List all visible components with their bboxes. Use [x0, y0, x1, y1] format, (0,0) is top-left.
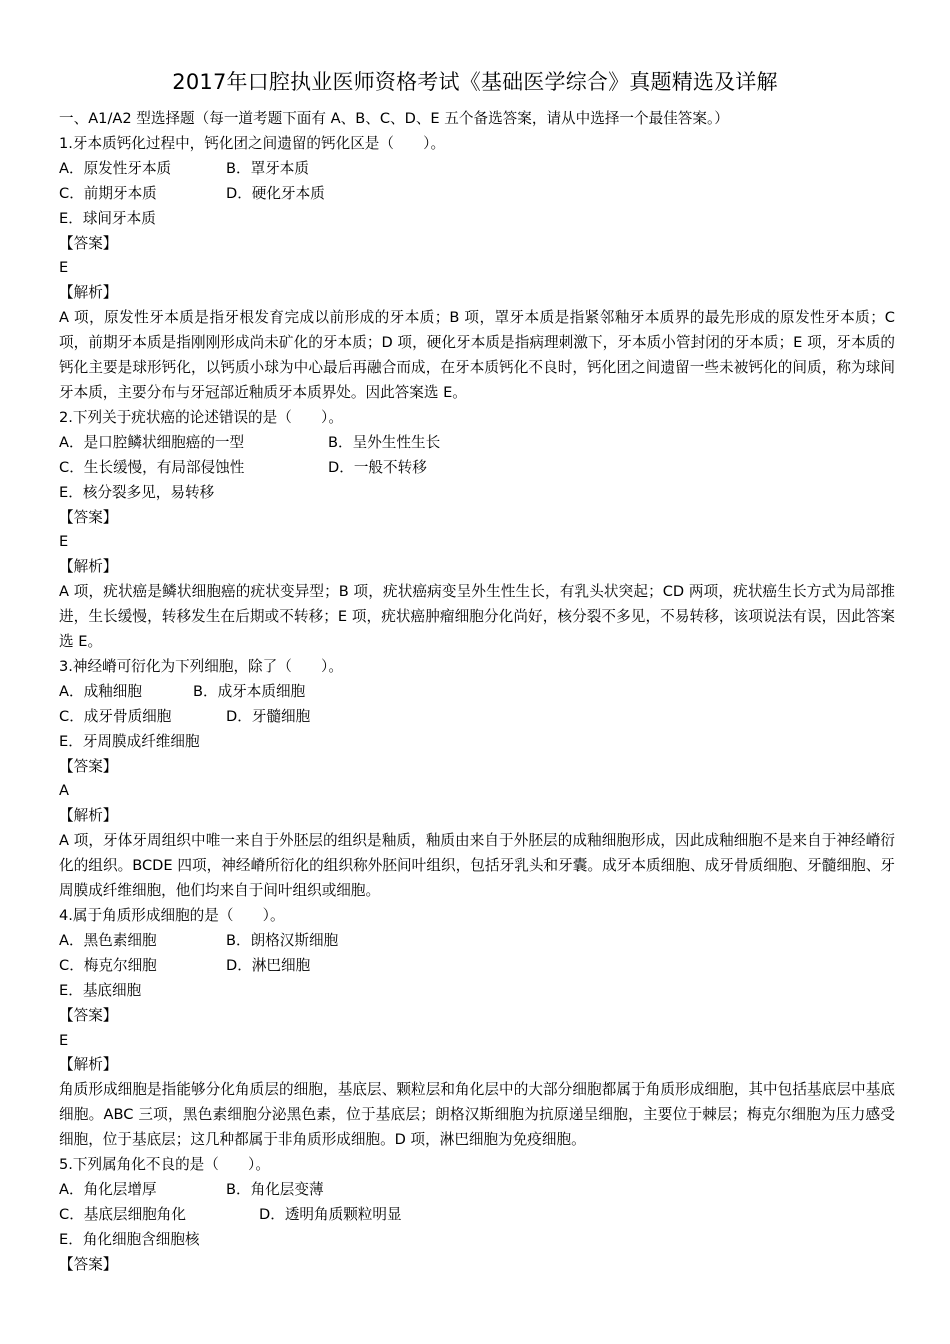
answer-label: 【答案】: [59, 234, 118, 252]
answer-label: 【答案】: [59, 1255, 118, 1273]
analysis-label: 【解析】: [59, 284, 118, 302]
option-d: D．透明角质颗粒明显: [259, 1205, 402, 1223]
analysis-label: 【解析】: [59, 1056, 118, 1074]
option-row: [59, 1178, 895, 1203]
option-row: [59, 1203, 895, 1228]
option-e: E．牙周膜成纤维细胞: [59, 732, 200, 750]
answer-label: 【答案】: [59, 1006, 118, 1024]
option-d: D．一般不转移: [328, 458, 427, 476]
option-c: C．前期牙本质: [59, 184, 157, 202]
option-b: B．朗格汉斯细胞: [226, 931, 339, 949]
question-stem-1: 1.牙本质钙化过程中，钙化团之间遗留的钙化区是（ ）。: [59, 134, 446, 152]
option-a: A．是口腔鳞状细胞癌的一型: [59, 433, 245, 451]
question-stem-5: 5.下列属角化不良的是（ ）。: [59, 1156, 270, 1174]
option-row: [59, 954, 895, 979]
option-row: [59, 456, 895, 481]
answer-value: E: [59, 259, 69, 277]
answer-label: 【答案】: [59, 757, 118, 775]
option-row: [59, 680, 895, 705]
option-b: B．角化层变薄: [226, 1180, 324, 1198]
analysis-text: 角质形成细胞是指能够分化角质层的细胞，基底层、颗粒层和角化层中的大部分细胞都属于角质形成细胞，其中包括基底层中基底细胞。ABC 三项，黑色素细胞分泌黑色素，位于基底层；朗格汉斯细胞为抗原递呈细胞，主要位于棘层；梅克尔细胞为压力感受细胞，位于基底层；这几种都属于非角质形成细胞。D 项，淋巴细胞为免疫细胞。: [59, 1081, 895, 1149]
option-e: E．基底细胞: [59, 981, 142, 999]
analysis-label: 【解析】: [59, 807, 118, 825]
answer-value: E: [59, 533, 69, 551]
option-a: A．角化层增厚: [59, 1180, 157, 1198]
question-stem-2: 2.下列关于疣状癌的论述错误的是（ ）。: [59, 408, 343, 426]
answer-value: A: [59, 782, 69, 800]
answer-value: E: [59, 1031, 69, 1049]
analysis-label: 【解析】: [59, 558, 118, 576]
option-b: B．成牙本质细胞: [193, 682, 306, 700]
option-e: E．核分裂多见，易转移: [59, 483, 215, 501]
question-stem-4: 4.属于角质形成细胞的是（ ）。: [59, 907, 285, 924]
document-body: [59, 107, 895, 1278]
option-row: [59, 705, 895, 730]
option-row: [59, 431, 895, 456]
option-d: D．牙髓细胞: [226, 707, 311, 725]
analysis-text: A 项，牙体牙周组织中唯一来自于外胚层的组织是釉质，釉质由来自于外胚层的成釉细胞形成，因此成釉细胞不是来自于神经嵴衍化的组织。BCDE 四项，神经嵴所衍化的组织称外胚间叶组织，包括牙乳头和牙囊。成牙本质细胞、成牙骨质细胞、牙髓细胞、牙周膜成纤维细胞，他们均来自于间叶组织或细胞。: [59, 832, 895, 900]
option-a: A．成釉细胞: [59, 682, 142, 700]
question-stem-3: 3.神经嵴可衍化为下列细胞，除了（ ）。: [59, 657, 343, 675]
option-row: [59, 929, 895, 954]
document-title: 2017年口腔执业医师资格考试《基础医学综合》真题精选及详解: [172, 70, 778, 94]
option-row: [59, 157, 895, 182]
section-header: 一、A1/A2 型选择题（每一道考题下面有 A、B、C、D、E 五个备选答案，请从中选择一个最佳答案。）: [59, 110, 729, 127]
option-e: E．球间牙本质: [59, 209, 156, 227]
option-a: A．原发性牙本质: [59, 159, 172, 177]
option-e: E．角化细胞含细胞核: [59, 1230, 200, 1248]
option-d: D．硬化牙本质: [226, 184, 325, 202]
option-b: B．呈外生性生长: [328, 433, 441, 451]
answer-label: 【答案】: [59, 508, 118, 526]
option-c: C．基底层细胞角化: [59, 1205, 186, 1223]
option-d: D．淋巴细胞: [226, 956, 311, 974]
option-c: C．成牙骨质细胞: [59, 707, 172, 725]
option-row: [59, 182, 895, 207]
option-c: C．生长缓慢，有局部侵蚀性: [59, 458, 245, 476]
option-b: B．罩牙本质: [226, 159, 309, 177]
analysis-text: A 项，原发性牙本质是指牙根发育完成以前形成的牙本质；B 项，罩牙本质是指紧邻釉牙本质界的最先形成的原发性牙本质；C 项，前期牙本质是指刚刚形成尚未矿化的牙本质；D 项，硬化牙本质是指病理刺激下，牙本质小管封闭的牙本质；E 项，牙本质的钙化主要是球形钙化，以钙质小球为中心最后再融合而成，在牙本质钙化不良时，钙化团之间遗留一些未被钙化的间质，称为球间牙本质，主要分布与牙冠部近釉质牙本质界处。因此答案选 E。: [59, 309, 895, 401]
option-c: C．梅克尔细胞: [59, 956, 157, 974]
option-a: A．黑色素细胞: [59, 931, 157, 949]
analysis-text: A 项，疣状癌是鳞状细胞癌的疣状变异型；B 项，疣状癌病变呈外生性生长，有乳头状突起；CD 两项，疣状癌生长方式为局部推进，生长缓慢，转移发生在后期或不转移；E 项，疣状癌肿瘤细胞分化尚好，核分裂不多见，不易转移，该项说法有误，因此答案选 E。: [59, 583, 895, 651]
